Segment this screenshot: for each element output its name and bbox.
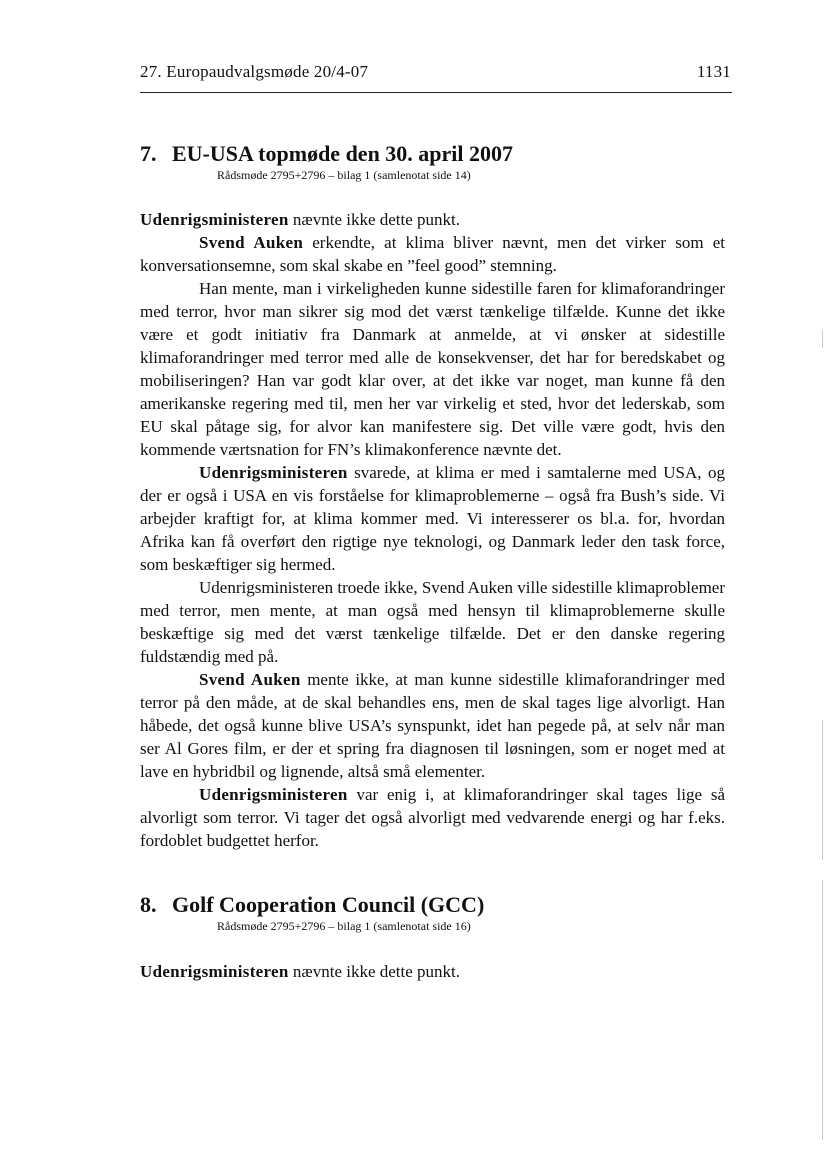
running-header	[140, 62, 731, 82]
running-title: 27. Europaudvalgsmøde 20/4-07	[140, 62, 369, 81]
paragraph-text: Udenrigsministeren troede ikke, Svend Auken ville sidestille klimaproblemer med terror, men mente, at man også med hensyn til klimaproblemerne skulle beskæftige sig med det værst tænkelige tilfælde. Det er den danske regering fuldstændig med på.	[140, 578, 725, 666]
section-7-body	[140, 208, 725, 852]
paragraph-text: nævnte ikke dette punkt.	[288, 210, 461, 229]
speaker-name: Svend Auken	[199, 233, 304, 252]
paragraph-text: var enig i, at klimaforandringer skal tages lige så alvorligt som terror. Vi tager det også alvorligt med vedvarende energi og har f.eks. fordoblet budgettet herfor.	[140, 785, 725, 850]
section-8-reference: Rådsmøde 2795+2796 – bilag 1 (samlenotat side 16)	[217, 919, 471, 933]
section-7-reference: Rådsmøde 2795+2796 – bilag 1 (samlenotat side 14)	[217, 168, 471, 182]
section-8-title: Golf Cooperation Council (GCC)	[172, 892, 485, 917]
header-rule	[140, 92, 732, 93]
paragraph	[140, 208, 725, 231]
paragraph	[140, 668, 725, 783]
paragraph	[140, 231, 725, 277]
speaker-name: Svend Auken	[199, 670, 301, 689]
paragraph	[140, 960, 725, 983]
paragraph-text: nævnte ikke dette punkt.	[288, 962, 461, 981]
paragraph-text: mente ikke, at man kunne sidestille klimaforandringer med terror på den måde, at de skal behandles ens, men de skal tages lige alvorligt. Han håbede, det også kunne blive USA’s synspunkt, idet han pegede på, at selv når man ser Al Gores film, er der et spring fra diagnosen til løsningen, som er noget med at lave en hybridbil og lignende, altså små elementer.	[140, 670, 725, 781]
section-7-number: 7.	[140, 141, 157, 166]
page-number: 1131	[696, 62, 731, 81]
section-8-heading	[140, 892, 740, 918]
speaker-name: Udenrigsministeren	[140, 210, 289, 229]
speaker-name: Udenrigsministeren	[199, 463, 348, 482]
paragraph	[140, 576, 725, 668]
paragraph-text: erkendte, at klima bliver nævnt, men det virker som et konversationsemne, som skal skabe en ”feel good” stemning.	[140, 233, 725, 275]
paragraph	[140, 783, 725, 852]
speaker-name: Udenrigsministeren	[140, 962, 289, 981]
section-8-number: 8.	[140, 892, 157, 917]
section-8-body	[140, 960, 725, 983]
scan-artifact	[822, 330, 823, 348]
section-7-title: EU-USA topmøde den 30. april 2007	[172, 141, 514, 166]
scan-artifact	[822, 720, 823, 860]
paragraph	[140, 277, 725, 461]
paragraph-text: svarede, at klima er med i samtalerne med USA, og der er også i USA en vis forståelse for klimaproblemerne – også fra Bush’s side. Vi arbejder kraftigt for, at klima kommer med. Vi interesserer os bl.a. for, hvordan Afrika kan få overført den rigtige nye teknologi, og Danmark leder den task force, som beskæftiger sig hermed.	[140, 463, 725, 574]
scan-artifact	[822, 880, 823, 1140]
section-7-heading	[140, 141, 740, 167]
speaker-name: Udenrigsministeren	[199, 785, 348, 804]
paragraph	[140, 461, 725, 576]
paragraph-text: Han mente, man i virkeligheden kunne sidestille faren for klimaforandringer med terror, hvor man sikrer sig mod det værst tænkelige tilfælde. Kunne det ikke være et godt initiativ fra Danmark at anmelde, at vi ønsker at sidestille klimaforandringer med terror med alle de konsekvenser, det har for beredskabet og mobiliseringen? Han var godt klar over, at det ikke var noget, man kunne få den amerikanske regering med til, men her var virkelig et sted, hvor det lederskab, som EU skal påtage sig, for alvor kan manifestere sig. Det ville være godt, hvis den kommende værtsnation for FN’s klimakonference nævnte det.	[140, 279, 725, 459]
